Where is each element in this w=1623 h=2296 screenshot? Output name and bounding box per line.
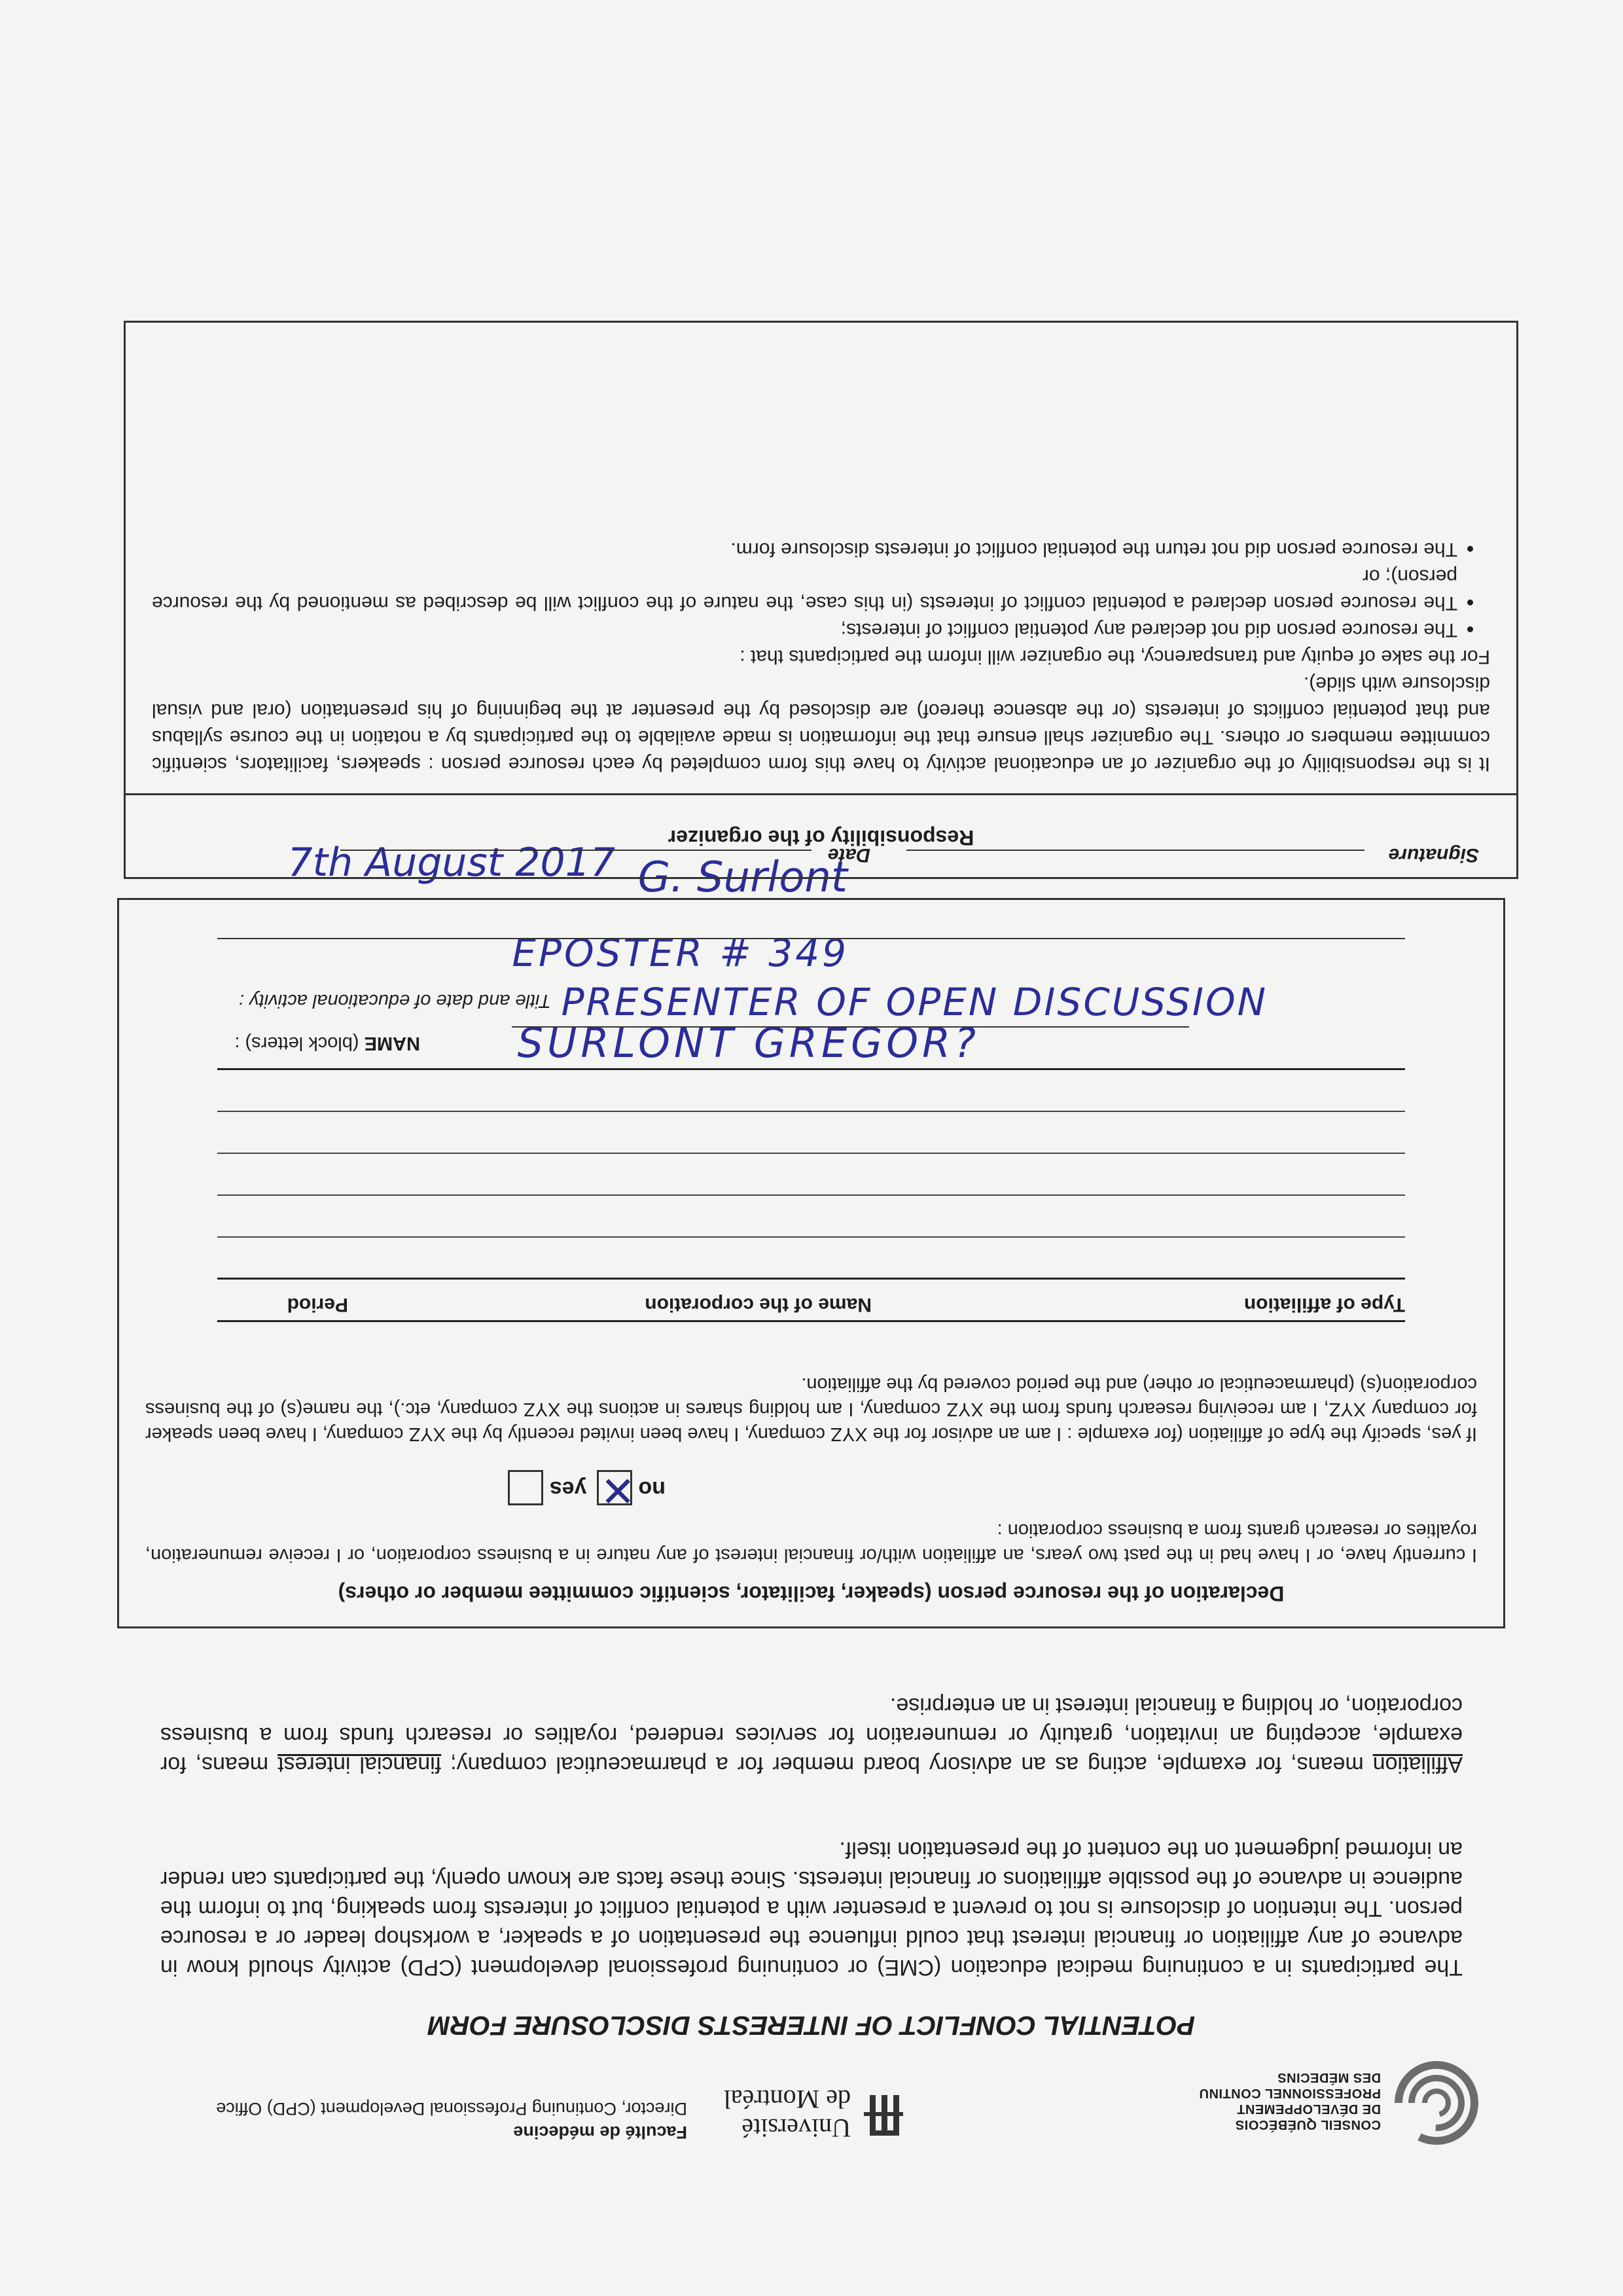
form-title: POTENTIAL CONFLICT OF INTERESTS DISCLOSURE FORM [427, 2011, 1196, 2041]
udem-name-line1: Université [741, 2113, 851, 2143]
cqdpcm-line: DES MÉDECINS [1277, 2070, 1381, 2085]
col-name-of-corporation: Name of the corporation [645, 1294, 872, 1316]
list-item: • The resource person did not declared any potential conflict of interests; [152, 617, 1457, 643]
list-item: • The resource person did not return the potential conflict of interests disclosure form. [152, 536, 1457, 563]
definition-text: means, for example, acting as an advisory board member for a pharmaceutical company; [441, 1752, 1373, 1777]
table-top-rule [217, 1320, 1405, 1322]
affiliation-choice [504, 1465, 666, 1514]
declaration-title: Declaration of the resource person (speaker, facilitator, scientific committee member or others) [338, 1582, 1285, 1605]
organizer-paragraph: For the sake of equity and transparency, the organizer will inform the participants that : [740, 646, 1490, 668]
udem-mark-icon [857, 2090, 903, 2142]
activity-value-2[interactable]: EPOSTER # 349 [512, 931, 849, 975]
cqdpcm-line: DE DÉVELOPPEMENT [1236, 2102, 1381, 2116]
table-header-rule [217, 1278, 1405, 1280]
if-yes-instructions: If yes, specify the type of affiliation (for example : I am an advisor for the XYZ company, I have been invited recently by the XYZ company, I have been speaker for company XYZ, I am receiving research funds from the XYZ company, I am holding shares in actions the XYZ company, etc.), the name(s) of the business corporation(s) (pharmaceutical or other) and the period covered by the affiliation. [145, 1374, 1477, 1444]
organizer-paragraph: It is the responsibility of the organizer of an educational activity to have this form completed by each resource person : speakers, facilitators, scientific committee members or others. The organizer shall ensure that the information is made available to the participants by a notation in the course syllabus and that potential conflicts of interests (or the absence thereof) are disclosed by the presenter at the beginning of his presentation (oral and visual disclosure with slide). [152, 673, 1490, 775]
cqdpcm-line: CONSEIL QUÉBÉCOIS [1235, 2117, 1381, 2132]
table-row-line[interactable] [217, 1111, 1405, 1112]
term-financial-interest: financial interest [277, 1752, 442, 1777]
term-affiliation: Affiliation [1372, 1752, 1463, 1777]
definition-text: means, for example, accepting an invitation, gratuity or remuneration for services rendered, royalties or research funds from a business corporation, or holding a financial interest in an enterprise. [160, 1693, 1463, 1777]
table-row-line[interactable] [217, 1153, 1405, 1154]
cqdpcm-logo [1139, 2054, 1479, 2152]
date-value[interactable]: 7th August 2017 [287, 840, 615, 886]
udem-name-line2: de Montréal [723, 2085, 851, 2114]
name-value[interactable]: SURLONT GREGOR? [517, 1019, 980, 1067]
organizer-text [152, 536, 1490, 778]
name-label-bold: NAME [364, 1033, 420, 1054]
declaration-statement: I currently have, or I have had in the past two years, an affiliation with/or financial interest of any nature in a business corporation, or I receive remuneration, royalties or research grants from a business corporation : [145, 1520, 1477, 1566]
activity-value-1[interactable]: PRESENTER OF OPEN DISCUSSION [561, 980, 1268, 1024]
list-item: • The resource person declared a potential conflict of interests (in this case, the nature of the conflict will be described as mentioned by the resource person); or [152, 563, 1457, 617]
no-checkbox[interactable] [597, 1465, 635, 1514]
col-type-of-affiliation: Type of affiliation [1243, 1294, 1405, 1316]
cqdpcm-swirl-icon [1394, 2060, 1479, 2145]
affiliation-definition [160, 1691, 1463, 1779]
office-name: Director, Continuing Professional Development (CPD) Office [216, 2099, 687, 2119]
organizer-bullets [152, 536, 1490, 643]
cqdpcm-name [1199, 2070, 1381, 2132]
activity-label: Title and date of educational activity : [239, 990, 551, 1011]
organizer-title: Responsibility of the organizer [668, 826, 974, 850]
organizer-section [124, 321, 1518, 797]
signature-label: Signature [1388, 844, 1479, 866]
table-row-line[interactable] [217, 1236, 1405, 1238]
yes-label: yes [549, 1477, 587, 1502]
no-label: no [638, 1477, 666, 1502]
declaration-section [117, 898, 1505, 1628]
intro-paragraph: The participants in a continuing medical education (CME) or continuing professional development (CPD) activity should know in advance of any affiliation or financial interest that could influence the presentation of a speaker, a workshop leader or a resource person. The intention of disclosure is not to prevent a presenter with a potential conflict of interests from speaking, but to inform the audience in advance of the possible affiliations or financial interests. Since these facts are known openly, the participants can render an informed judgement on the content of the presentation itself. [160, 1837, 1463, 1980]
udem-logo [707, 2077, 903, 2149]
name-label [234, 1032, 420, 1054]
organizer-header-box [124, 793, 1518, 879]
table-bottom-rule [217, 1068, 1405, 1070]
col-period: Period [287, 1294, 348, 1316]
name-label-rest: (block letters) : [234, 1033, 365, 1054]
faculty-block [216, 2097, 687, 2144]
activity-line [217, 938, 1405, 939]
name-line [512, 1026, 1189, 1028]
signature-value[interactable]: G. Surlont [637, 853, 847, 902]
date-label: Date [827, 844, 870, 866]
cqdpcm-line: PROFESSIONNEL CONTINU [1199, 2086, 1381, 2100]
table-row-line[interactable] [217, 1194, 1405, 1196]
faculty-name: Faculté de médecine [513, 2123, 687, 2142]
yes-checkbox[interactable] [508, 1470, 543, 1505]
check-x-icon: ✕ [600, 1465, 635, 1514]
